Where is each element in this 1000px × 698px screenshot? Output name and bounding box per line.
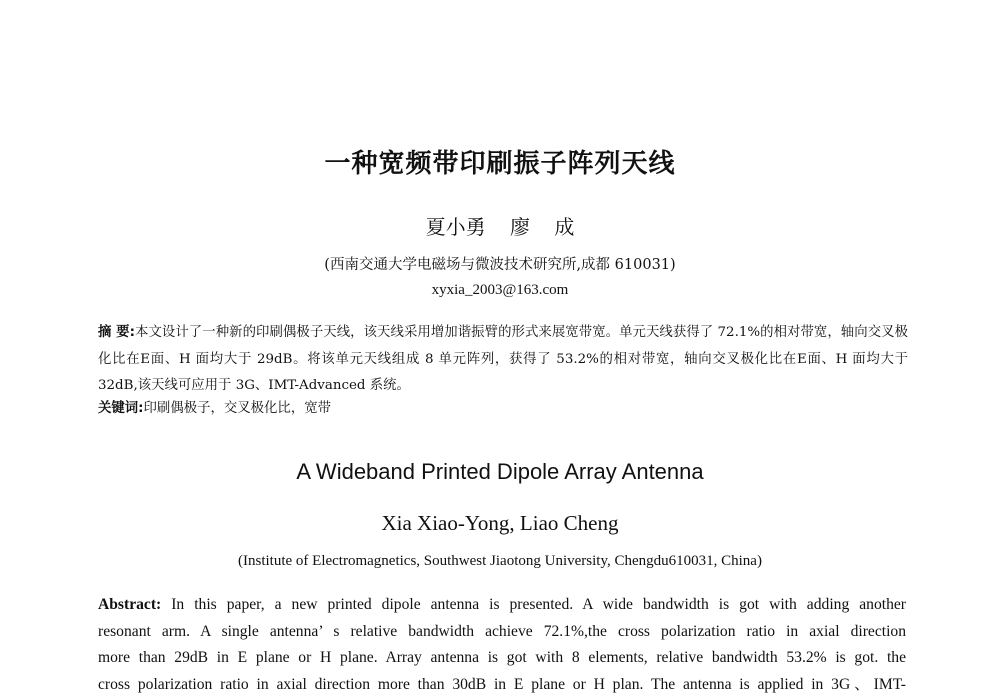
english-affiliation: (Institute of Electromagnetics, Southwest Jiaotong University, Chengdu610031, China) bbox=[0, 553, 1000, 570]
english-abstract-line: Abstract: In this paper, a new printed dipole antenna is presented. A wide bandwidth is got with adding another bbox=[98, 592, 906, 619]
english-authors: Xia Xiao-Yong, Liao Cheng bbox=[0, 511, 1000, 536]
chinese-authors: 夏小勇 廖 成 bbox=[0, 211, 1000, 240]
author-email: xyxia_2003@163.com bbox=[0, 282, 1000, 299]
chinese-affiliation: (西南交通大学电磁场与微波技术研究所,成都 610031) bbox=[0, 253, 1000, 274]
english-abstract-line: resonant arm. A single antenna’ s relative bandwidth achieve 72.1%,the cross polarization ratio in axial direction bbox=[98, 619, 906, 646]
chinese-keywords-label: 关键词: bbox=[98, 401, 144, 416]
english-abstract-line: more than 29dB in E plane or H plane. Array antenna is got with 8 elements, relative bandwidth 53.2% is got. the bbox=[98, 645, 906, 672]
chinese-abstract-label: 摘 要: bbox=[98, 325, 135, 340]
english-title: A Wideband Printed Dipole Array Antenna bbox=[0, 459, 1000, 485]
english-abstract-label: Abstract: bbox=[98, 596, 161, 613]
chinese-title: 一种宽频带印刷振子阵列天线 bbox=[0, 143, 1000, 180]
english-abstract bbox=[98, 592, 906, 698]
chinese-abstract bbox=[98, 320, 908, 400]
chinese-keywords bbox=[98, 396, 908, 422]
chinese-keywords-text: 印刷偶极子，交叉极化比，宽带 bbox=[144, 401, 331, 416]
chinese-abstract-text: 本文设计了一种新的印刷偶极子天线，该天线采用增加谐振臂的形式来展宽带宽。单元天线获得了 72.1%的相对带宽，轴向交叉极化比在E面、H 面均大于 29dB。将该单元天线组成 8 单元阵列，获得了 53.2%的相对带宽，轴向交叉极化比在E面、H 面均大于 32dB,该天线可应用于 3G、IMT-Advanced 系统。 bbox=[98, 325, 908, 393]
english-abstract-line: cross polarization ratio in axial direction more than 30dB in E plane or H plan. The antenna is applied in 3G、IMT- bbox=[98, 672, 906, 698]
